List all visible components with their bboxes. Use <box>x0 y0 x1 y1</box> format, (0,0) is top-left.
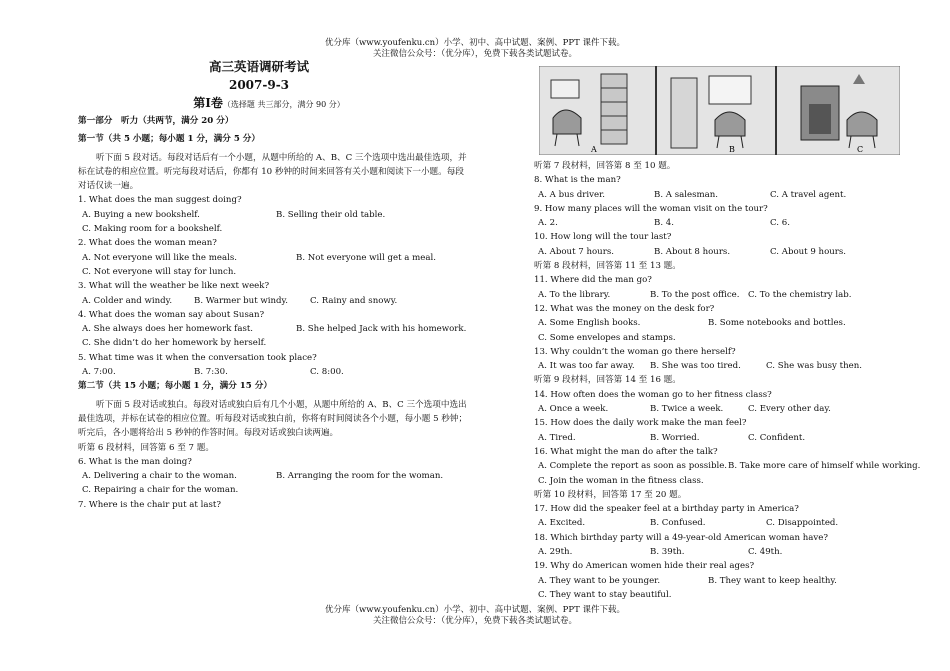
q17-options <box>534 516 924 530</box>
q11-option-c[interactable]: C. To the chemistry lab. <box>748 289 852 300</box>
q13-stem: 13. Why couldn’t the woman go there herself? <box>534 346 736 357</box>
section2-instructions: 听下面 5 段对话或独白。每段对话或独白后有几个小题，从题中所给的 A、B、C 三个选项中选出最佳选项，并标在试卷的相应位置。听每段对话或独白前，你将有时间阅读各个小题，每小题 5 秒钟；听完后，各小题将给出 5 秒钟的作答时间。每段对话或独白读两遍。 <box>78 399 468 439</box>
q15-option-b[interactable]: B. Worried. <box>650 432 700 443</box>
q10-option-b[interactable]: B. About 8 hours. <box>654 246 731 257</box>
q6-options <box>78 469 470 483</box>
q16-stem: 16. What might the man do after the talk? <box>534 446 718 457</box>
q1-option-b[interactable]: B. Selling their old table. <box>276 209 386 220</box>
q12-option-b[interactable]: B. Some notebooks and bottles. <box>708 318 846 329</box>
figure-label-c: C <box>857 145 864 154</box>
q13-option-a[interactable]: A. It was too far away. <box>538 361 635 372</box>
figure-label-a: A <box>591 145 597 154</box>
q3-options <box>78 294 470 308</box>
q15-options <box>534 431 924 445</box>
q14-option-a[interactable]: A. Once a week. <box>538 404 609 415</box>
q8-stem: 8. What is the man? <box>534 175 621 186</box>
q11-option-a[interactable]: A. To the library. <box>538 289 611 300</box>
page-footer <box>0 605 950 627</box>
q7-stem: 7. Where is the chair put at last? <box>78 499 221 510</box>
part1-heading: 第一部分 听力（共两节，满分 20 分） <box>78 116 234 126</box>
q5-stem: 5. What time was it when the conversation took place? <box>78 352 317 363</box>
q15-option-a[interactable]: A. Tired. <box>538 432 576 443</box>
q9-option-a[interactable]: A. 2. <box>538 218 558 229</box>
q3-option-b[interactable]: B. Warmer but windy. <box>194 295 288 306</box>
q4-option-a[interactable]: A. She always does her homework fast. <box>82 324 254 335</box>
q12-options <box>534 316 924 330</box>
q8-option-c[interactable]: C. A travel agent. <box>770 189 847 200</box>
exam-title: 高三英语调研考试 <box>208 59 309 74</box>
q9-options <box>534 216 924 230</box>
q10-options <box>534 245 924 259</box>
volume-title: 第Ⅰ卷 <box>193 96 223 110</box>
q2-option-a[interactable]: A. Not everyone will like the meals. <box>82 252 237 263</box>
q17-option-a[interactable]: A. Excited. <box>538 518 586 529</box>
q19-option-c[interactable]: C. They want to stay beautiful. <box>538 589 672 600</box>
q18-option-c[interactable]: C. 49th. <box>748 547 783 558</box>
section2-heading: 第二节（共 15 小题；每小题 1 分，满分 15 分） <box>78 381 272 392</box>
cue-10: 听第 10 段材料，回答第 17 至 20 题。 <box>534 489 687 500</box>
q6-option-a[interactable]: A. Delivering a chair to the woman. <box>82 471 237 482</box>
q17-option-b[interactable]: B. Confused. <box>650 518 706 529</box>
q1-options <box>78 208 470 222</box>
q12-option-c[interactable]: C. Some envelopes and stamps. <box>538 332 676 343</box>
q8-option-a[interactable]: A. A bus driver. <box>538 189 605 200</box>
q6-option-b[interactable]: B. Arranging the room for the woman. <box>276 471 444 482</box>
q12-option-a[interactable]: A. Some English books. <box>538 318 641 329</box>
footer-line-1: 优分库（www.youfenku.cn）小学、初中、高中试题、案例、PPT 课件下载。 <box>325 605 625 615</box>
q5-option-a[interactable]: A. 7:00. <box>82 367 116 378</box>
q5-option-b[interactable]: B. 7:30. <box>194 367 228 378</box>
section1-instructions: 听下面 5 段对话。每段对话后有一个小题，从题中所给的 A、B、C 三个选项中选出最佳选项，并标在试卷的相应位置。听完每段对话后，你都有 10 秒钟的时间来回答有关小题和阅读下一小题。每段对话仅读一遍。 <box>78 152 467 192</box>
q4-option-b[interactable]: B. She helped Jack with his homework. <box>296 324 467 335</box>
q14-options <box>534 402 924 416</box>
q3-option-a[interactable]: A. Colder and windy. <box>82 295 173 306</box>
q13-option-c[interactable]: C. She was busy then. <box>766 361 862 372</box>
q1-option-a[interactable]: A. Buying a new bookshelf. <box>82 209 200 220</box>
q17-stem: 17. How did the speaker feel at a birthday party in America? <box>534 504 799 515</box>
q18-option-a[interactable]: A. 29th. <box>538 547 573 558</box>
q14-option-b[interactable]: B. Twice a week. <box>650 404 724 415</box>
q11-stem: 11. Where did the man go? <box>534 275 652 286</box>
header-line-1: 优分库（www.youfenku.cn）小学、初中、高中试题、案例、PPT 课件下载。 <box>325 38 625 48</box>
q5-option-c[interactable]: C. 8:00. <box>310 367 344 378</box>
q11-option-b[interactable]: B. To the post office. <box>650 289 740 300</box>
q9-stem: 9. How many places will the woman visit on the tour? <box>534 203 768 214</box>
q10-option-c[interactable]: C. About 9 hours. <box>770 246 847 257</box>
q19-stem: 19. Why do American women hide their real ages? <box>534 561 755 572</box>
q15-option-c[interactable]: C. Confident. <box>748 432 806 443</box>
q2-options <box>78 251 470 265</box>
cue-7: 听第 7 段材料，回答第 8 至 10 题。 <box>534 161 676 171</box>
exam-date: 2007-9-3 <box>228 78 290 92</box>
cue-8: 听第 8 段材料，回答第 11 至 13 题。 <box>534 261 681 272</box>
q8-options <box>534 188 924 202</box>
q18-option-b[interactable]: B. 39th. <box>650 547 685 558</box>
q14-option-c[interactable]: C. Every other day. <box>748 404 831 415</box>
cue-6: 听第 6 段材料，回答第 6 至 7 题。 <box>78 442 214 453</box>
q12-stem: 12. What was the money on the desk for? <box>534 303 715 314</box>
q13-option-b[interactable]: B. She was too tired. <box>650 361 741 372</box>
q15-stem: 15. How does the daily work make the man feel? <box>534 418 747 429</box>
q19-options <box>534 574 924 588</box>
q4-options <box>78 322 470 336</box>
q2-option-b[interactable]: B. Not everyone will get a meal. <box>296 252 436 263</box>
q6-stem: 6. What is the man doing? <box>78 456 192 467</box>
figure-label-b: B <box>729 145 735 154</box>
q8-option-b[interactable]: B. A salesman. <box>654 189 719 200</box>
q3-option-c[interactable]: C. Rainy and snowy. <box>310 295 398 306</box>
question-7-picture <box>539 66 900 155</box>
q11-options <box>534 288 924 302</box>
q18-stem: 18. Which birthday party will a 49-year-old American woman have? <box>534 532 828 543</box>
q9-option-c[interactable]: C. 6. <box>770 218 790 229</box>
q10-stem: 10. How long will the tour last? <box>534 232 672 243</box>
right-column <box>534 159 924 602</box>
q16-option-b[interactable]: B. Take more care of himself while working. <box>728 461 921 472</box>
q16-options <box>534 459 924 473</box>
page-header <box>0 38 950 60</box>
header-line-2: 关注微信公众号：（优分库），免费下载各类试题试卷。 <box>372 49 577 59</box>
volume-heading <box>68 94 470 114</box>
q2-option-c[interactable]: C. Not everyone will stay for lunch. <box>82 266 237 277</box>
footer-line-2: 关注微信公众号：（优分库），免费下载各类试题试卷。 <box>372 616 577 626</box>
cue-9: 听第 9 段材料，回答第 14 至 16 题。 <box>534 375 681 386</box>
volume-note: （选择题 共三部分，满分 90 分） <box>222 100 345 109</box>
q18-options <box>534 545 924 559</box>
q19-option-a[interactable]: A. They want to be younger. <box>538 575 661 586</box>
q16-option-a[interactable]: A. Complete the report as soon as possible. <box>538 461 728 472</box>
q2-stem: 2. What does the woman mean? <box>78 238 217 249</box>
q4-option-c[interactable]: C. She didn’t do her homework by herself. <box>82 338 267 349</box>
q9-option-b[interactable]: B. 4. <box>654 218 674 229</box>
q10-option-a[interactable]: A. About 7 hours. <box>538 246 614 257</box>
section1-heading: 第一节（共 5 小题；每小题 1 分，满分 5 分） <box>78 134 260 145</box>
q4-stem: 4. What does the woman say about Susan? <box>78 309 265 320</box>
q6-option-c[interactable]: C. Repairing a chair for the woman. <box>82 485 239 496</box>
q17-option-c[interactable]: C. Disappointed. <box>766 518 839 529</box>
q14-stem: 14. How often does the woman go to her fitness class? <box>534 389 772 400</box>
q5-options <box>78 365 470 379</box>
q1-option-c[interactable]: C. Making room for a bookshelf. <box>82 224 223 235</box>
q3-stem: 3. What will the weather be like next week? <box>78 281 270 292</box>
q16-option-c[interactable]: C. Join the woman in the fitness class. <box>538 475 704 486</box>
q1-stem: 1. What does the man suggest doing? <box>78 195 242 206</box>
q19-option-b[interactable]: B. They want to keep healthy. <box>708 575 837 586</box>
left-column <box>78 58 470 512</box>
q13-options <box>534 359 924 373</box>
